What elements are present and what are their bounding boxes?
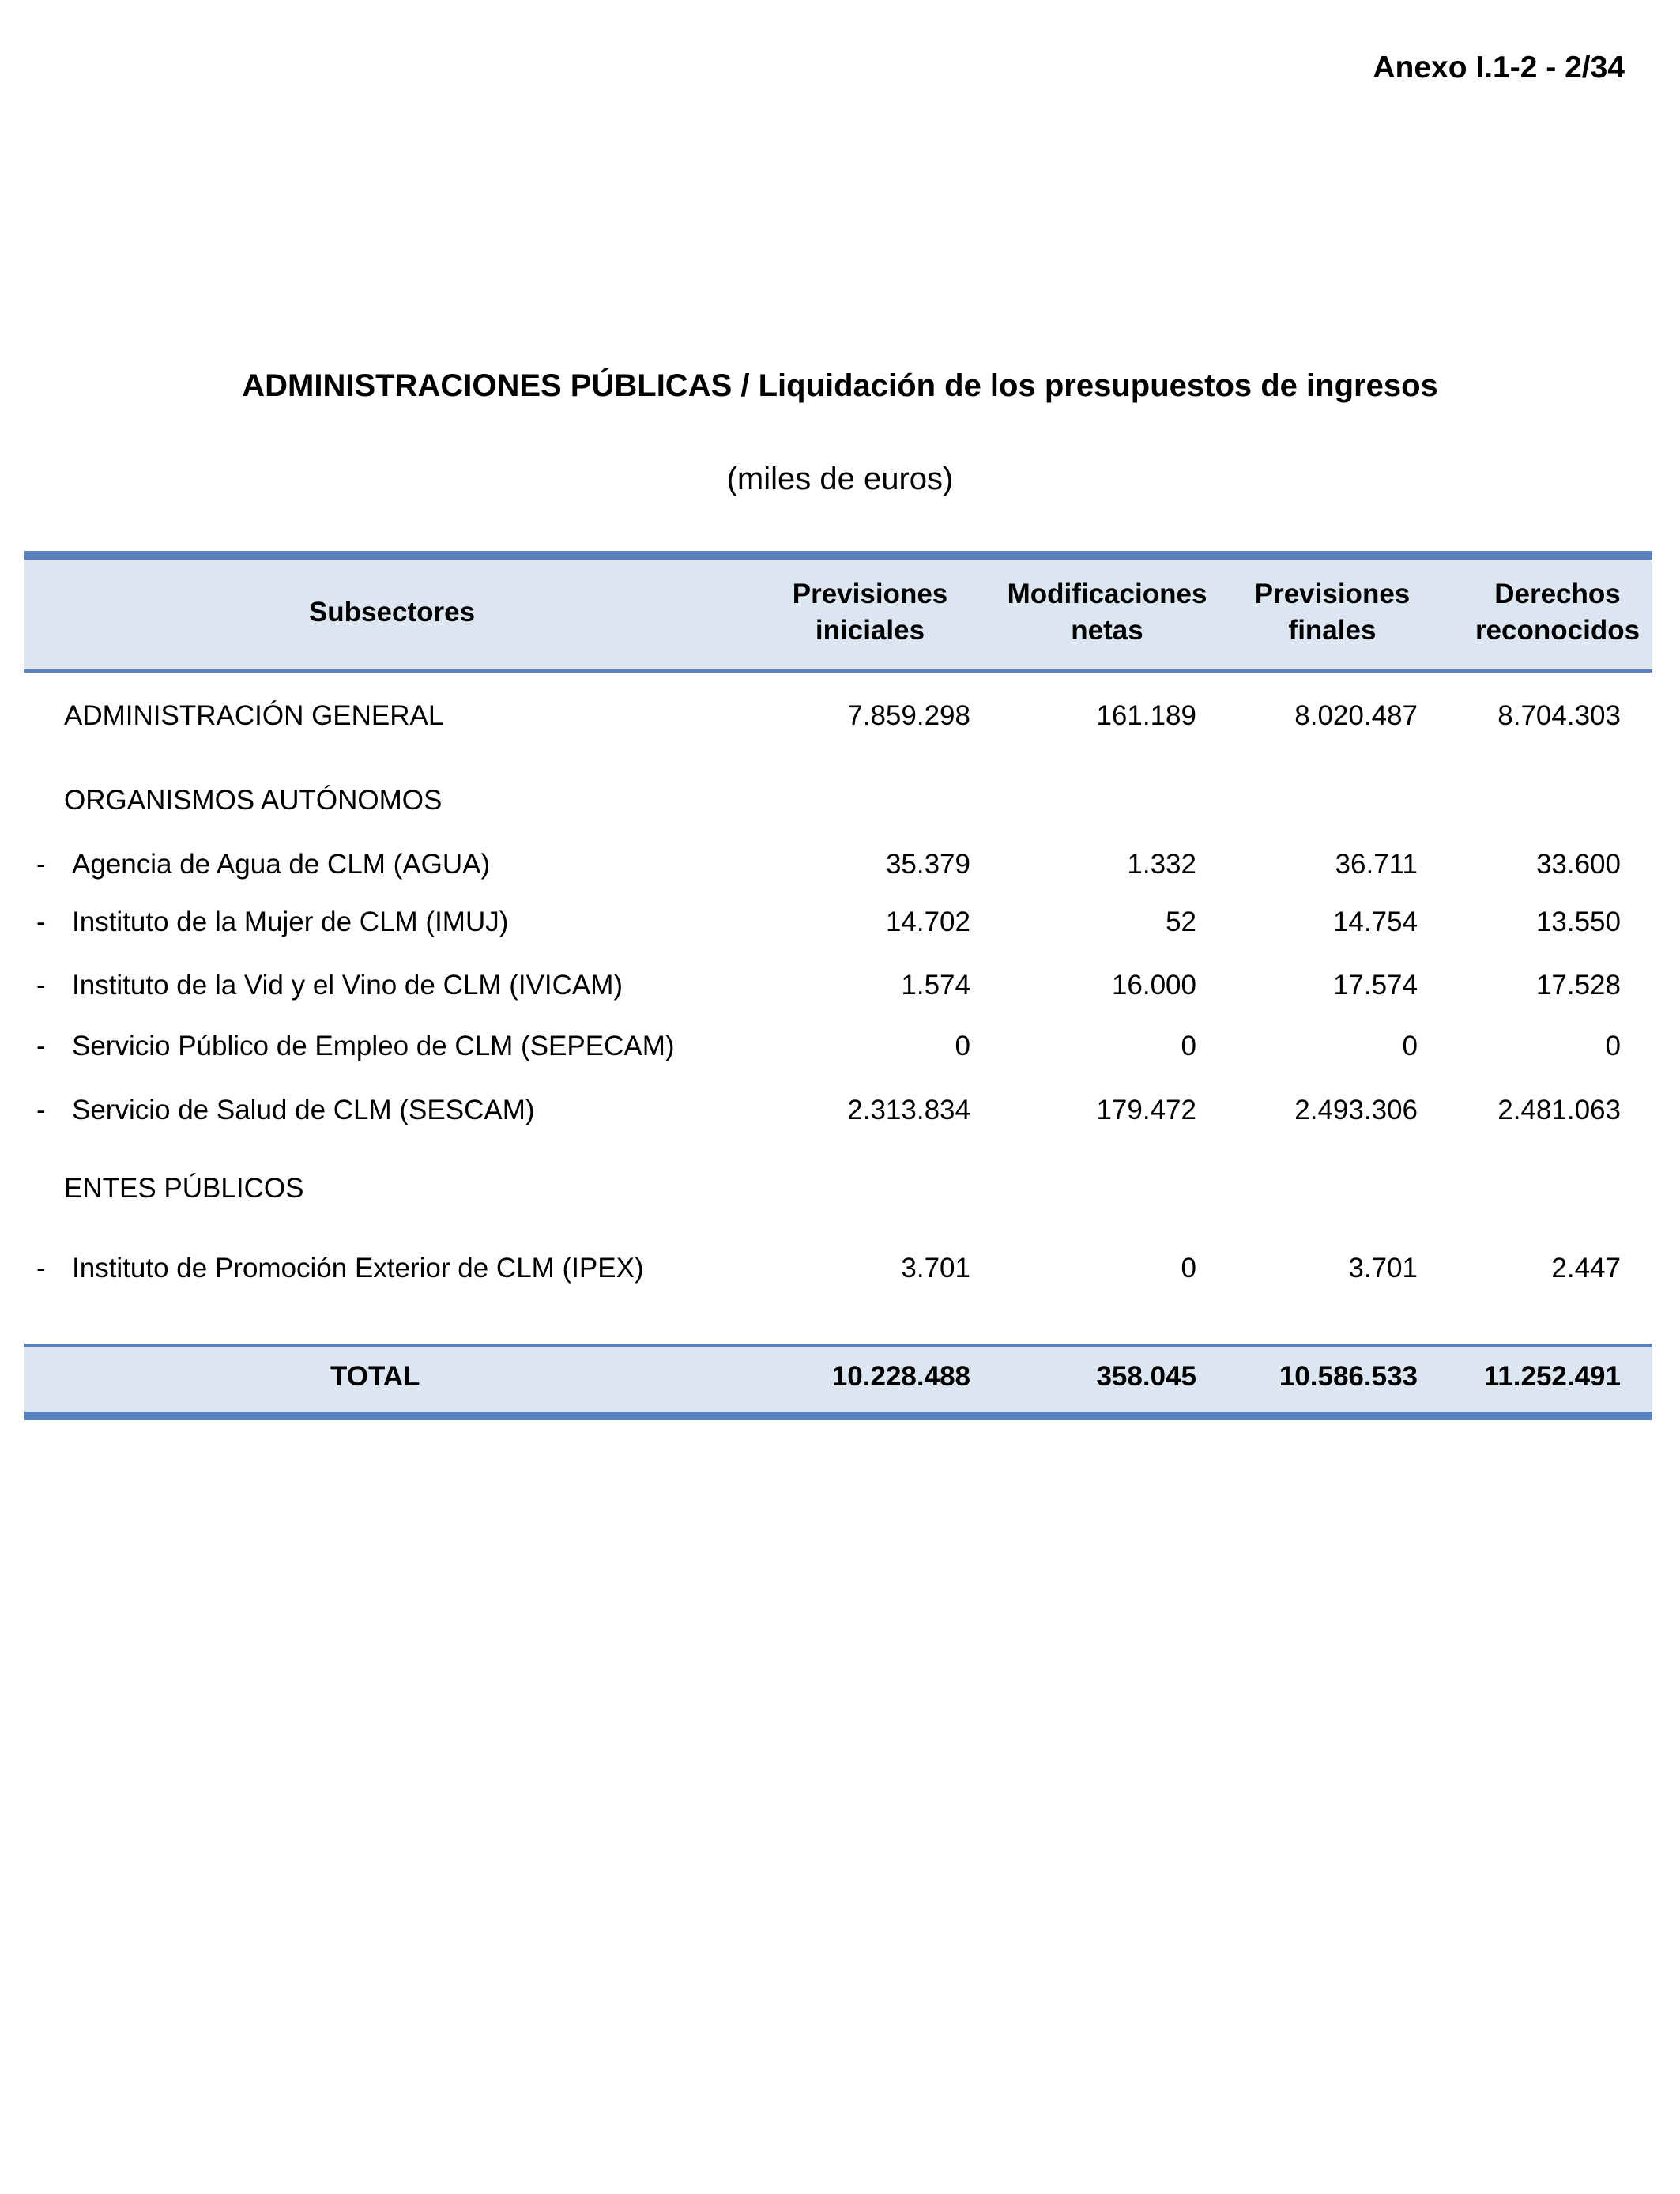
row-value-derechos-reconocidos: 8.704.303	[1497, 700, 1621, 731]
row-value-previsiones-iniciales: 35.379	[885, 849, 970, 880]
row-value-previsiones-finales: 8.020.487	[1294, 700, 1418, 731]
row-value-previsiones-iniciales: 3.701	[901, 1253, 970, 1284]
total-previsiones-finales: 10.586.533	[1279, 1361, 1418, 1392]
table-row	[24, 849, 1652, 885]
row-label: Instituto de la Vid y el Vino de CLM (IVICAM)	[72, 970, 623, 1001]
row-label: Instituto de la Mujer de CLM (IMUJ)	[72, 907, 509, 937]
row-value-modificaciones-netas: 0	[1181, 1253, 1196, 1284]
row-value-previsiones-finales: 36.711	[1335, 849, 1418, 880]
page-title: ADMINISTRACIONES PÚBLICAS / Liquidación de los presupuestos de ingresos	[242, 368, 1438, 403]
table-row	[24, 1031, 1652, 1067]
table-top-rule	[24, 551, 1652, 560]
table-row	[24, 970, 1652, 1006]
table-row	[24, 1173, 1652, 1209]
header-previsiones-finales	[1218, 576, 1447, 649]
total-derechos-reconocidos: 11.252.491	[1483, 1361, 1621, 1392]
row-value-previsiones-iniciales: 0	[955, 1031, 970, 1061]
header-previsiones-iniciales	[740, 576, 1000, 649]
row-dash: -	[36, 1031, 46, 1061]
row-value-derechos-reconocidos: 33.600	[1535, 849, 1621, 880]
row-label: ORGANISMOS AUTÓNOMOS	[64, 785, 443, 816]
row-value-derechos-reconocidos: 2.447	[1551, 1253, 1621, 1284]
header-subsectores: Subsectores	[308, 597, 476, 628]
row-value-derechos-reconocidos: 2.481.063	[1497, 1095, 1621, 1125]
row-value-derechos-reconocidos: 17.528	[1535, 970, 1621, 1001]
row-label: Servicio Público de Empleo de CLM (SEPECAM)	[72, 1031, 675, 1061]
table-row	[24, 1253, 1652, 1289]
row-value-derechos-reconocidos: 13.550	[1535, 907, 1621, 937]
row-value-previsiones-finales: 14.754	[1332, 907, 1418, 937]
total-row	[24, 1347, 1652, 1412]
table-row	[24, 1095, 1652, 1131]
table-row	[24, 907, 1652, 943]
table-row	[24, 700, 1652, 737]
row-value-modificaciones-netas: 16.000	[1111, 970, 1196, 1001]
budget-table	[24, 551, 1652, 1420]
table-bottom-rule	[24, 1412, 1652, 1420]
table-body	[24, 673, 1652, 1344]
header-line: iniciales	[815, 615, 925, 646]
row-value-previsiones-iniciales: 7.859.298	[847, 700, 970, 731]
row-value-modificaciones-netas: 1.332	[1127, 849, 1196, 880]
header-derechos-reconocidos	[1439, 576, 1676, 649]
row-value-modificaciones-netas: 0	[1181, 1031, 1196, 1061]
header-line: Previsiones	[1254, 579, 1411, 609]
header-line: Previsiones	[792, 579, 948, 609]
row-dash: -	[36, 970, 46, 1001]
row-value-previsiones-iniciales: 14.702	[885, 907, 970, 937]
header-line: netas	[1071, 615, 1143, 646]
row-value-previsiones-iniciales: 2.313.834	[847, 1095, 970, 1125]
table-row	[24, 785, 1652, 821]
table-header	[24, 560, 1652, 669]
header-line: Modificaciones	[1007, 579, 1207, 609]
row-value-modificaciones-netas: 161.189	[1096, 700, 1196, 731]
row-value-modificaciones-netas: 52	[1166, 907, 1196, 937]
row-dash: -	[36, 1095, 46, 1125]
row-value-derechos-reconocidos: 0	[1605, 1031, 1621, 1061]
header-line: finales	[1288, 615, 1377, 646]
row-label: Servicio de Salud de CLM (SESCAM)	[72, 1095, 535, 1125]
header-line: Derechos	[1494, 579, 1621, 609]
row-label: Instituto de Promoción Exterior de CLM (IPEX)	[72, 1253, 644, 1284]
header-line: reconocidos	[1475, 615, 1640, 646]
total-previsiones-iniciales: 10.228.488	[831, 1361, 970, 1392]
total-modificaciones-netas: 358.045	[1096, 1361, 1196, 1392]
row-label: ENTES PÚBLICOS	[64, 1173, 304, 1204]
annex-reference: Anexo I.1-2 - 2/34	[1373, 51, 1625, 85]
row-dash: -	[36, 849, 46, 880]
row-label: ADMINISTRACIÓN GENERAL	[64, 700, 444, 731]
row-value-previsiones-finales: 17.574	[1332, 970, 1418, 1001]
row-dash: -	[36, 907, 46, 937]
row-value-previsiones-finales: 0	[1402, 1031, 1418, 1061]
header-modificaciones-netas	[973, 576, 1241, 649]
row-value-previsiones-finales: 3.701	[1348, 1253, 1418, 1284]
row-value-previsiones-finales: 2.493.306	[1294, 1095, 1418, 1125]
total-label: TOTAL	[330, 1361, 420, 1392]
row-value-previsiones-iniciales: 1.574	[901, 970, 970, 1001]
units-subtitle: (miles de euros)	[726, 462, 954, 496]
row-dash: -	[36, 1253, 46, 1284]
row-label: Agencia de Agua de CLM (AGUA)	[72, 849, 491, 880]
row-value-modificaciones-netas: 179.472	[1096, 1095, 1196, 1125]
